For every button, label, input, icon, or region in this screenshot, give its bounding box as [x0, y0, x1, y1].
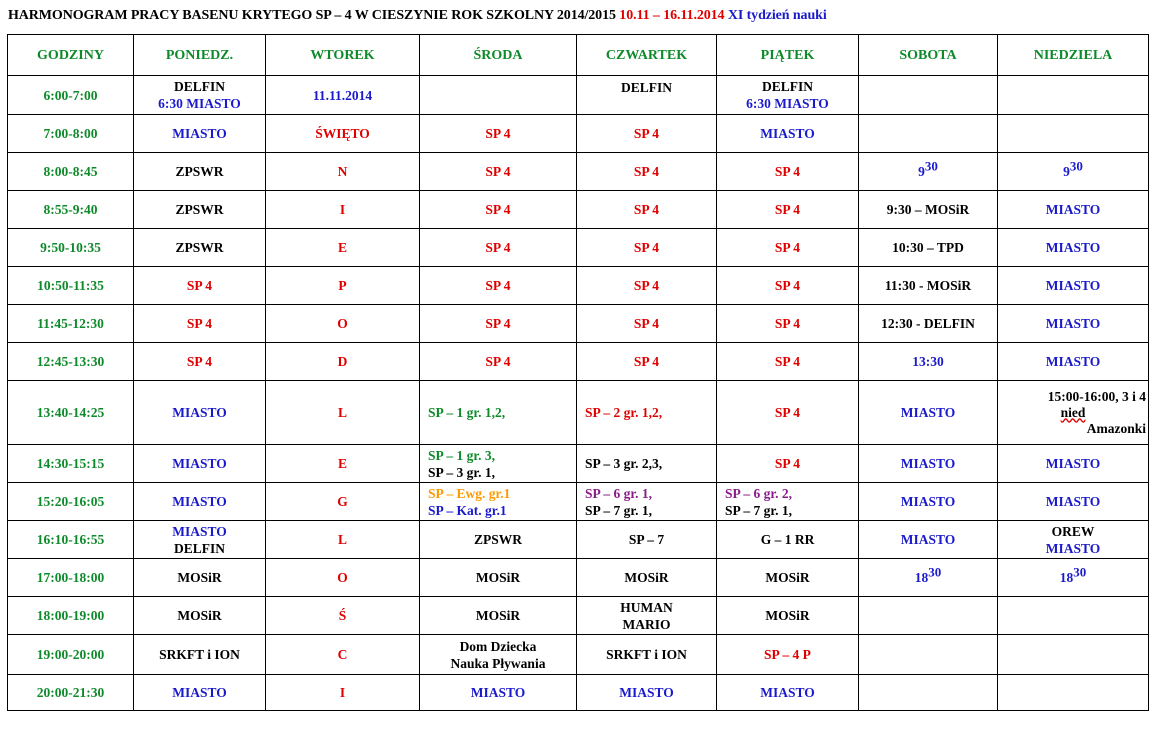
cell-sat: MIASTO [859, 483, 998, 521]
cell-sat: 9:30 – MOSiR [859, 191, 998, 229]
time-cell: 10:50-11:35 [8, 267, 134, 305]
cell-thu: SP 4 [577, 343, 717, 381]
cell-text: gr.1 [488, 485, 511, 501]
time-big: 9 [1063, 164, 1070, 179]
cell-tue: L [266, 381, 420, 445]
cell-text: 6:30 MIASTO [746, 96, 829, 111]
cell-text: OREW [1051, 523, 1095, 539]
cell-sun [998, 153, 1149, 191]
cell-sun: MIASTO [998, 483, 1149, 521]
cell-text: SP – 6 gr. 2, [725, 485, 793, 501]
cell-thu: DELFIN [577, 76, 717, 115]
cell-wed: MIASTO [420, 675, 577, 711]
cell-tue: O [266, 559, 420, 597]
header-thursday: CZWARTEK [577, 35, 717, 76]
cell-sat: 13:30 [859, 343, 998, 381]
cell-fri: SP 4 [717, 267, 859, 305]
cell-wed: SP 4 [420, 305, 577, 343]
time-cell: 6:00-7:00 [8, 76, 134, 115]
cell-sat: MIASTO [859, 381, 998, 445]
cell-thu: SP 4 [577, 267, 717, 305]
cell-mon [134, 76, 266, 115]
cell-fri: MIASTO [717, 115, 859, 153]
cell-wed: MOSiR [420, 597, 577, 635]
cell-sat [859, 635, 998, 675]
cell-sun: MIASTO [998, 191, 1149, 229]
time-cell: 12:45-13:30 [8, 343, 134, 381]
cell-sun [998, 521, 1149, 559]
cell-thu: SP – 3 gr. 2,3, [577, 445, 717, 483]
time-big: 18 [914, 570, 929, 585]
cell-sun: MIASTO [998, 267, 1149, 305]
cell-wed [420, 635, 577, 675]
cell-mon: SRKFT i ION [134, 635, 266, 675]
cell-sat [859, 76, 998, 115]
cell-tue: D [266, 343, 420, 381]
cell-text: MIASTO [172, 523, 227, 539]
cell-tue: G [266, 483, 420, 521]
cell-text: SP – 3 gr. 1, [428, 464, 496, 480]
cell-wed: SP 4 [420, 115, 577, 153]
cell-thu: SP – 2 gr. 1,2, [577, 381, 717, 445]
cell-sat [859, 153, 998, 191]
header-friday: PIĄTEK [717, 35, 859, 76]
cell-text: nied [1060, 404, 1086, 420]
time-cell: 8:55-9:40 [8, 191, 134, 229]
cell-mon: MIASTO [134, 675, 266, 711]
table-row [8, 267, 1149, 305]
cell-sun [998, 381, 1149, 445]
title-main: HARMONOGRAM PRACY BASENU KRYTEGO SP – 4 W CIESZYNIE ROK SZKOLNY 2014/2015 [8, 8, 616, 23]
cell-tue: E [266, 445, 420, 483]
time-cell: 15:20-16:05 [8, 483, 134, 521]
time-cell: 7:00-8:00 [8, 115, 134, 153]
time-cell: 18:00-19:00 [8, 597, 134, 635]
time-cell: 19:00-20:00 [8, 635, 134, 675]
cell-thu: SP 4 [577, 153, 717, 191]
cell-thu: MOSiR [577, 559, 717, 597]
cell-mon: MOSiR [134, 597, 266, 635]
table-row [8, 597, 1149, 635]
cell-text: SP – Ewg. [428, 485, 486, 501]
cell-sat: MIASTO [859, 521, 998, 559]
time-big: 18 [1059, 570, 1074, 585]
cell-wed [420, 483, 577, 521]
cell-fri: SP 4 [717, 305, 859, 343]
cell-sun: MIASTO [998, 445, 1149, 483]
cell-mon: MIASTO [134, 381, 266, 445]
cell-tue: Ś [266, 597, 420, 635]
cell-thu [577, 597, 717, 635]
cell-mon: MOSiR [134, 559, 266, 597]
cell-text: DELFIN [173, 79, 225, 94]
header-monday: PONIEDZ. [134, 35, 266, 76]
cell-thu: SP – 7 [577, 521, 717, 559]
table-row [8, 76, 1149, 115]
time-cell: 20:00-21:30 [8, 675, 134, 711]
time-sup: 30 [1069, 158, 1083, 174]
table-row [8, 229, 1149, 267]
title-week: XI tydzień nauki [727, 8, 827, 23]
cell-fri: SP 4 [717, 191, 859, 229]
cell-wed: MOSiR [420, 559, 577, 597]
cell-mon [134, 521, 266, 559]
cell-fri: G – 1 RR [717, 521, 859, 559]
time-cell: 16:10-16:55 [8, 521, 134, 559]
cell-sat [859, 115, 998, 153]
cell-thu: SP 4 [577, 305, 717, 343]
table-row [8, 115, 1149, 153]
cell-fri: MOSiR [717, 559, 859, 597]
cell-tue: O [266, 305, 420, 343]
cell-text: 6:30 MIASTO [158, 96, 241, 111]
cell-sun [998, 635, 1149, 675]
header-tuesday: WTOREK [266, 35, 420, 76]
cell-text: MIASTO [1045, 540, 1101, 556]
cell-wed [420, 445, 577, 483]
cell-sat [859, 559, 998, 597]
cell-wed: SP 4 [420, 191, 577, 229]
cell-wed: SP – 1 gr. 1,2, [420, 381, 577, 445]
time-big: 9 [918, 164, 925, 179]
cell-tue: N [266, 153, 420, 191]
time-cell: 14:30-15:15 [8, 445, 134, 483]
cell-text: MARIO [622, 616, 671, 632]
cell-fri: MIASTO [717, 675, 859, 711]
cell-sun [998, 115, 1149, 153]
time-cell: 8:00-8:45 [8, 153, 134, 191]
cell-tue: I [266, 675, 420, 711]
cell-sat: MIASTO [859, 445, 998, 483]
cell-thu: SP 4 [577, 229, 717, 267]
header-saturday: SOBOTA [859, 35, 998, 76]
cell-fri [717, 483, 859, 521]
cell-tue: C [266, 635, 420, 675]
cell-sun: MIASTO [998, 305, 1149, 343]
cell-text: SP – 6 gr. 1, [585, 485, 653, 501]
table-row [8, 305, 1149, 343]
time-cell: 13:40-14:25 [8, 381, 134, 445]
cell-wed: SP 4 [420, 153, 577, 191]
cell-tue: ŚWIĘTO [266, 115, 420, 153]
time-sup: 30 [928, 564, 942, 580]
title-dates: 10.11 – 16.11.2014 [619, 8, 725, 23]
cell-sun [998, 559, 1149, 597]
table-row [8, 483, 1149, 521]
cell-tue: E [266, 229, 420, 267]
header-wednesday: ŚRODA [420, 35, 577, 76]
table-row [8, 191, 1149, 229]
cell-fri: SP 4 [717, 153, 859, 191]
cell-mon: SP 4 [134, 305, 266, 343]
cell-thu: SP 4 [577, 191, 717, 229]
time-cell: 11:45-12:30 [8, 305, 134, 343]
time-sup: 30 [1073, 564, 1087, 580]
cell-sun [998, 597, 1149, 635]
cell-text: SP – 7 gr. 1, [585, 502, 653, 518]
time-cell: 9:50-10:35 [8, 229, 134, 267]
time-sup: 30 [924, 158, 938, 174]
cell-wed: SP 4 [420, 267, 577, 305]
cell-text: SP – 7 gr. 1, [725, 502, 793, 518]
cell-wed [420, 76, 577, 115]
schedule-table [7, 34, 1149, 711]
table-row [8, 521, 1149, 559]
cell-mon: SP 4 [134, 343, 266, 381]
cell-text: Amazonki [1086, 420, 1146, 436]
cell-thu: MIASTO [577, 675, 717, 711]
cell-tue: I [266, 191, 420, 229]
cell-sun [998, 76, 1149, 115]
cell-text: DELFIN [173, 540, 225, 556]
cell-fri: SP 4 [717, 445, 859, 483]
cell-text: 15:00-16:00, 3 i 4 [1047, 388, 1146, 404]
cell-text: DELFIN [761, 79, 813, 94]
cell-fri [717, 76, 859, 115]
table-row [8, 381, 1149, 445]
cell-sat: 10:30 – TPD [859, 229, 998, 267]
table-row [8, 445, 1149, 483]
cell-fri: SP 4 [717, 343, 859, 381]
cell-sat [859, 597, 998, 635]
page-title [8, 8, 1148, 30]
cell-fri: SP 4 [717, 381, 859, 445]
cell-text: Dom Dziecka [459, 638, 537, 654]
cell-text: SP – Kat. gr.1 [428, 502, 507, 518]
cell-wed: ZPSWR [420, 521, 577, 559]
time-cell: 17:00-18:00 [8, 559, 134, 597]
cell-mon: MIASTO [134, 483, 266, 521]
cell-text: HUMAN [620, 599, 673, 615]
cell-thu [577, 483, 717, 521]
header-hours: GODZINY [8, 35, 134, 76]
cell-text: Nauka Pływania [450, 655, 546, 671]
cell-mon: ZPSWR [134, 191, 266, 229]
header-row [8, 35, 1149, 76]
cell-tue: P [266, 267, 420, 305]
cell-fri: MOSiR [717, 597, 859, 635]
header-sunday: NIEDZIELA [998, 35, 1149, 76]
cell-fri: SP 4 [717, 229, 859, 267]
cell-sun: MIASTO [998, 229, 1149, 267]
cell-tue: L [266, 521, 420, 559]
cell-fri: SP – 4 P [717, 635, 859, 675]
cell-tue: 11.11.2014 [266, 76, 420, 115]
table-row [8, 675, 1149, 711]
cell-sat: 11:30 - MOSiR [859, 267, 998, 305]
cell-mon: SP 4 [134, 267, 266, 305]
table-row [8, 343, 1149, 381]
cell-mon: ZPSWR [134, 153, 266, 191]
cell-mon: ZPSWR [134, 229, 266, 267]
cell-mon: MIASTO [134, 115, 266, 153]
cell-mon: MIASTO [134, 445, 266, 483]
cell-text: SP – 1 gr. 3, [428, 447, 496, 463]
cell-wed: SP 4 [420, 229, 577, 267]
cell-wed: SP 4 [420, 343, 577, 381]
cell-sat [859, 675, 998, 711]
cell-sat: 12:30 - DELFIN [859, 305, 998, 343]
cell-thu: SRKFT i ION [577, 635, 717, 675]
cell-sun [998, 675, 1149, 711]
table-row [8, 559, 1149, 597]
cell-thu: SP 4 [577, 115, 717, 153]
table-row [8, 635, 1149, 675]
table-row [8, 153, 1149, 191]
cell-sun: MIASTO [998, 343, 1149, 381]
